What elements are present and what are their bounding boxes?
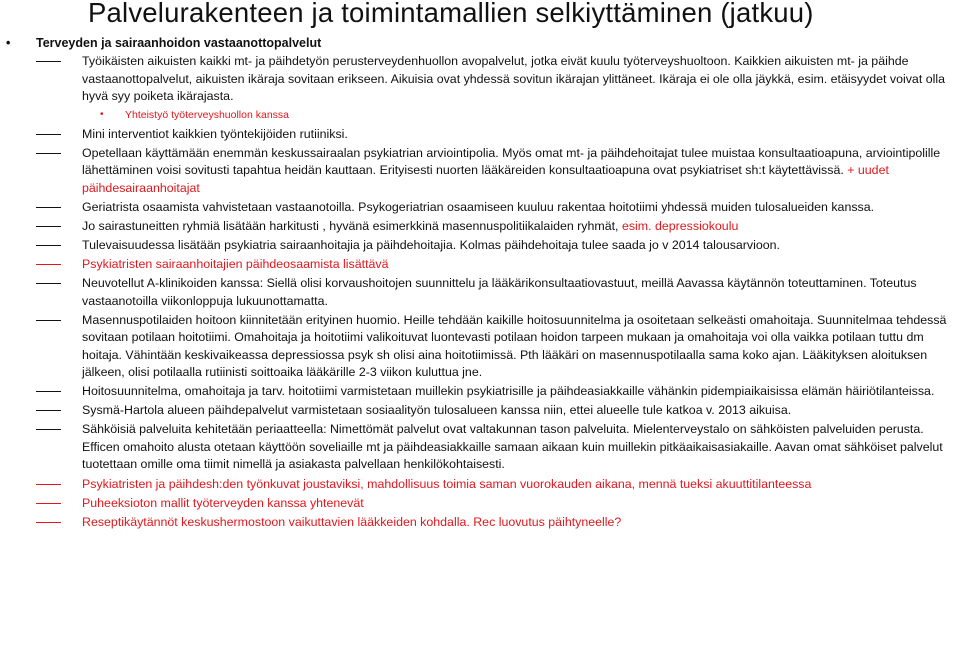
dash-icon: [36, 207, 61, 208]
item-text: Mini interventiot kaikkien työntekijöiden rutiiniksi.: [82, 126, 348, 141]
content-list: [0, 53, 960, 533]
list-item: [0, 383, 960, 401]
bullet-icon: •: [100, 108, 104, 120]
list-item: [0, 514, 960, 532]
list-item: [0, 145, 960, 198]
dash-icon: [36, 264, 61, 265]
bullet-icon: •: [6, 36, 11, 50]
section-heading: [6, 36, 321, 50]
item-text: Puheeksioton mallit työterveyden kanssa yhtenevät: [82, 495, 364, 510]
sub-item-text: Yhteistyö työterveyshuollon kanssa: [125, 108, 290, 121]
list-item: [0, 126, 960, 144]
list-item: [0, 275, 960, 310]
list-item: [0, 312, 960, 382]
slide-title: Palvelurakenteen ja toimintamallien selkiyttäminen (jatkuu): [88, 0, 814, 28]
item-text: Jo sairastuneitten ryhmiä lisätään harkitusti , hyvänä esimerkkinä masennuspolitiikalaiden ryhmät,: [82, 218, 619, 233]
dash-icon: [36, 484, 61, 485]
item-text: Masennuspotilaiden hoitoon kiinnitetään erityinen huomio. Heille tehdään kaikille hoitosuunnitelma ja osoitetaan selkeästi omahoitaja. Suunnitelmaa tehdessä sovitaan potilaan hoitotiimi. Omahoitaja ja hoitotiimi valikoituvat luontevasti potilaan hoidon tarpeen mukaan ja omahoitaja voi olla vaikka potilaan tuttu dm hoitaja. Vähintään keskivaikeassa depressiossa psyk sh olisi aina hoitotiimissä. Pth lääkäri on masennuspotilaalla sama koko ajan. Lääkityksen aloituksen jälkeen, olisi potilaalla rutiinisti soittoaika lääkärille 2-3 viikon kuluttua jne.: [82, 312, 947, 380]
section-heading-text: Terveyden ja sairaanhoidon vastaanottopalvelut: [36, 36, 322, 50]
dash-icon: [36, 429, 61, 430]
dash-icon: [36, 226, 61, 227]
item-red-suffix: esim. depressiokoulu: [618, 218, 739, 233]
dash-icon: [36, 134, 61, 135]
item-text: Hoitosuunnitelma, omahoitaja ja tarv. hoitotiimi varmistetaan muillekin psykiatrisille ja päihdeasiakkaille vähänkin pidempiaikaisissa elämän häiriötilanteissa.: [82, 384, 935, 399]
dash-icon: [36, 283, 61, 284]
dash-icon: [36, 503, 61, 504]
sub-item: [0, 108, 960, 122]
list-item: [0, 495, 960, 513]
list-item: [0, 199, 960, 217]
list-item: [0, 476, 960, 494]
item-text: Opetellaan käyttämään enemmän keskussairaalan psykiatrian arviointipolia. Myös omat mt- ja päihdehoitajat tulee muistaa konsultaatioapuna, arviointipolille lähettäminen voisi sovitusti tapahtua heidän kauttaan. Erityisesti nuorten lääkäreiden konsultaatioapuna ovat psykiatriset sh:t käytettävissä.: [82, 145, 941, 178]
item-text: Tulevaisuudessa lisätään psykiatria sairaanhoitajia ja päihdehoitajia. Kolmas päihdehoitaja tulee saada jo v 2014 talousarvioon.: [82, 237, 780, 252]
list-item: [0, 256, 960, 274]
item-text: Neuvotellut A-klinikoiden kanssa: Siellä olisi korvaushoitojen suunnittelu ja lääkärikonsultaatiovastuut, meillä Aavassa käytännön toteuttaminen. Toteutus vastaanotoilla viikonloppuja lukuunottamatta.: [82, 276, 917, 308]
list-item: [0, 53, 960, 106]
dash-icon: [36, 61, 61, 62]
list-item: [0, 402, 960, 420]
list-item: [0, 237, 960, 255]
dash-icon: [36, 391, 61, 392]
item-text: Sysmä-Hartola alueen päihdepalvelut varmistetaan sosiaalityön tulosalueen kanssa niin, ettei alueelle tule katkoa v. 2013 aikuisa.: [82, 403, 792, 418]
item-red-suffix: + uudet päihdesairaanhoitajat: [82, 163, 889, 195]
dash-icon: [36, 410, 61, 411]
list-item: [0, 218, 960, 236]
item-text: Työikäisten aikuisten kaikki mt- ja päihdetyön perusterveydenhuollon avopalvelut, jotka eivät kuulu työterveyshuoltoon. Kaikkien aikuisten mt- ja päihde vastaanottopalvelut, aikuisten ikäraja sovitaan erikseen. Aikuisia ovat yhdessä sovitun ikärajan ylittäneet. Ikäraja ei ole olla jäykkä, esim. etäisyydet voivat olla hyvä syy poiketa ikärajasta.: [82, 54, 945, 103]
item-text: Psykiatristen sairaanhoitajien päihdeosaamista lisättävä: [82, 256, 389, 271]
dash-icon: [36, 245, 61, 246]
dash-icon: [36, 320, 61, 321]
item-text: Geriatrista osaamista vahvistetaan vastaanotoilla. Psykogeriatrian osaamiseen kuuluu rakentaa hoitotiimi yhdessä muiden tulosalueiden kanssa.: [82, 199, 875, 214]
item-text: Sähköisiä palveluita kehitetään periaatteella: Nimettömät palvelut ovat valtakunnan tason palveluita. Mielenterveystalo on sähköisten palveluiden perusta. Efficen omahoito alusta otetaan käyttöön soveliaille mt ja päihdeasiakkaille samaan aikaan kuin muillekin pitkäaikaisasiakaille. Aavan omat sähköiset palvelut tuotettaan omille oma tiimit nimellä ja asiakasta palvellaan henkilökohtaisesti.: [82, 422, 943, 472]
dash-icon: [36, 153, 61, 154]
item-text: Reseptikäytännöt keskushermostoon vaikuttavien lääkkeiden kohdalla. Rec luovutus päihtyneelle?: [82, 514, 622, 529]
dash-icon: [36, 522, 61, 523]
item-text: Psykiatristen ja päihdesh:den työnkuvat joustaviksi, mahdollisuus toimia saman vuorokauden aikana, mennä tueksi akuuttitilanteessa: [82, 476, 812, 491]
list-item: [0, 421, 960, 474]
